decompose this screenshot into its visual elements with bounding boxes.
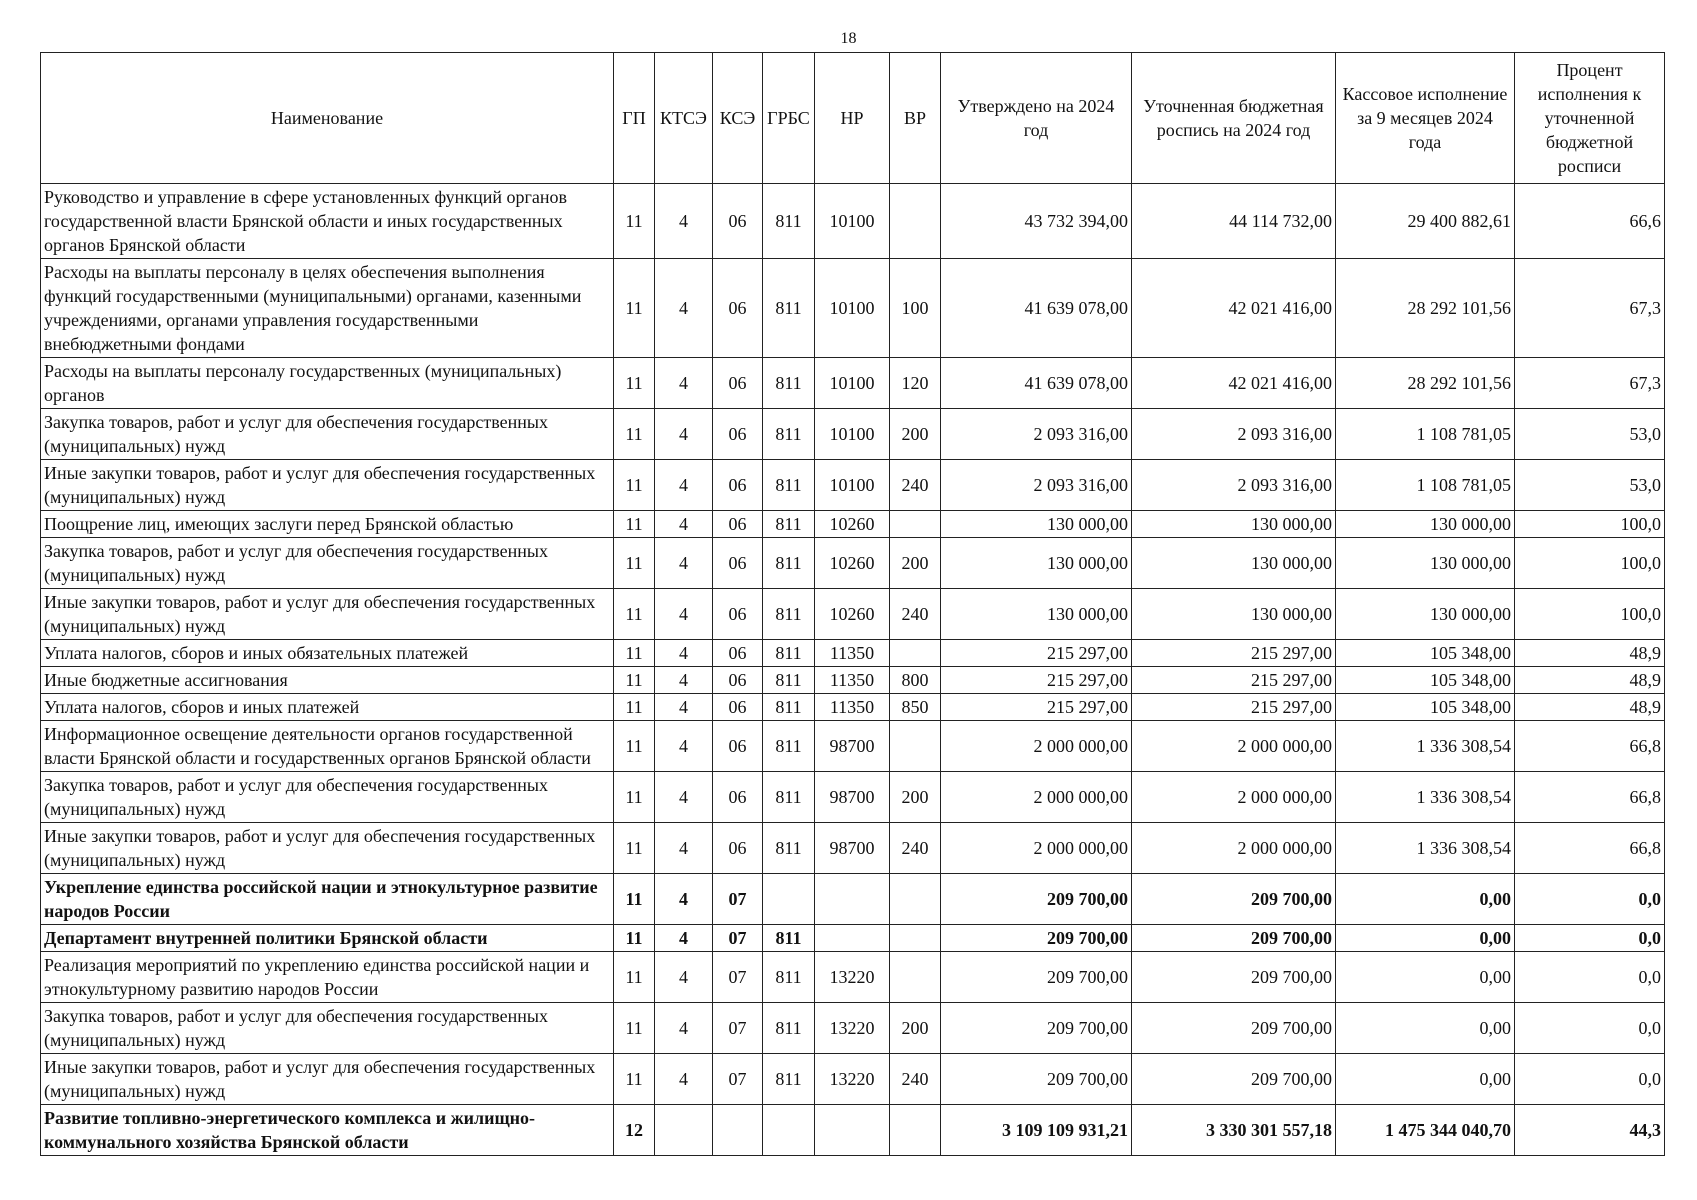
cell-name: Иные бюджетные ассигнования	[41, 667, 614, 694]
cell-cash: 130 000,00	[1336, 538, 1515, 589]
cell-name: Развитие топливно-энергетического комплекса и жилищно-коммунального хозяйства Брянской области	[41, 1105, 614, 1156]
header-grbs: ГРБС	[763, 53, 815, 184]
cell-percent: 0,0	[1515, 952, 1665, 1003]
cell-kse	[713, 1105, 763, 1156]
cell-percent: 53,0	[1515, 460, 1665, 511]
cell-percent: 66,8	[1515, 823, 1665, 874]
cell-revised: 209 700,00	[1132, 1054, 1336, 1105]
cell-nr: 10100	[815, 460, 890, 511]
cell-ktse: 4	[655, 874, 713, 925]
cell-revised: 215 297,00	[1132, 667, 1336, 694]
cell-approved: 43 732 394,00	[941, 184, 1132, 259]
cell-approved: 2 000 000,00	[941, 721, 1132, 772]
cell-cash: 105 348,00	[1336, 640, 1515, 667]
header-gp: ГП	[614, 53, 655, 184]
cell-ktse: 4	[655, 511, 713, 538]
cell-cash: 0,00	[1336, 1054, 1515, 1105]
cell-gp: 11	[614, 874, 655, 925]
cell-percent: 48,9	[1515, 667, 1665, 694]
header-name: Наименование	[41, 53, 614, 184]
cell-kse: 06	[713, 823, 763, 874]
cell-gp: 11	[614, 640, 655, 667]
table-row	[41, 460, 1665, 511]
cell-cash: 1 336 308,54	[1336, 721, 1515, 772]
cell-gp: 11	[614, 772, 655, 823]
cell-cash: 105 348,00	[1336, 667, 1515, 694]
cell-revised: 2 093 316,00	[1132, 460, 1336, 511]
cell-name: Реализация мероприятий по укреплению единства российской нации и этнокультурному развитию народов России	[41, 952, 614, 1003]
table-row	[41, 589, 1665, 640]
cell-cash: 0,00	[1336, 952, 1515, 1003]
cell-approved: 209 700,00	[941, 925, 1132, 952]
cell-grbs: 811	[763, 640, 815, 667]
cell-revised: 44 114 732,00	[1132, 184, 1336, 259]
cell-vr	[890, 511, 941, 538]
cell-approved: 215 297,00	[941, 694, 1132, 721]
cell-grbs: 811	[763, 538, 815, 589]
cell-name: Департамент внутренней политики Брянской области	[41, 925, 614, 952]
cell-percent: 44,3	[1515, 1105, 1665, 1156]
cell-percent: 48,9	[1515, 640, 1665, 667]
header-percent: Процент исполнения к уточненной бюджетной росписи	[1515, 53, 1665, 184]
cell-vr: 240	[890, 460, 941, 511]
cell-percent: 66,6	[1515, 184, 1665, 259]
cell-grbs: 811	[763, 772, 815, 823]
cell-gp: 11	[614, 409, 655, 460]
cell-kse: 06	[713, 259, 763, 358]
cell-gp: 11	[614, 667, 655, 694]
cell-nr: 13220	[815, 1054, 890, 1105]
header-kse: КСЭ	[713, 53, 763, 184]
table-row	[41, 1054, 1665, 1105]
cell-gp: 11	[614, 460, 655, 511]
cell-vr: 200	[890, 409, 941, 460]
cell-cash: 130 000,00	[1336, 511, 1515, 538]
cell-gp: 11	[614, 259, 655, 358]
cell-ktse: 4	[655, 460, 713, 511]
cell-grbs: 811	[763, 1054, 815, 1105]
header-nr: НР	[815, 53, 890, 184]
cell-grbs: 811	[763, 511, 815, 538]
cell-cash: 1 475 344 040,70	[1336, 1105, 1515, 1156]
cell-kse: 06	[713, 589, 763, 640]
cell-cash: 29 400 882,61	[1336, 184, 1515, 259]
cell-name: Уплата налогов, сборов и иных обязательных платежей	[41, 640, 614, 667]
cell-grbs: 811	[763, 259, 815, 358]
cell-vr	[890, 640, 941, 667]
table-row	[41, 259, 1665, 358]
cell-kse: 06	[713, 721, 763, 772]
cell-approved: 2 000 000,00	[941, 823, 1132, 874]
cell-cash: 0,00	[1336, 874, 1515, 925]
cell-approved: 209 700,00	[941, 952, 1132, 1003]
cell-gp: 11	[614, 1054, 655, 1105]
cell-kse: 07	[713, 952, 763, 1003]
cell-approved: 130 000,00	[941, 589, 1132, 640]
cell-approved: 2 093 316,00	[941, 409, 1132, 460]
cell-vr: 240	[890, 1054, 941, 1105]
cell-kse: 07	[713, 1054, 763, 1105]
cell-name: Иные закупки товаров, работ и услуг для обеспечения государственных (муниципальных) нужд	[41, 823, 614, 874]
cell-grbs: 811	[763, 358, 815, 409]
cell-nr: 10260	[815, 589, 890, 640]
cell-gp: 11	[614, 589, 655, 640]
cell-nr: 11350	[815, 640, 890, 667]
cell-name: Руководство и управление в сфере установленных функций органов государственной власти Брянской области и иных государственных органов Брянской области	[41, 184, 614, 259]
cell-kse: 07	[713, 1003, 763, 1054]
cell-grbs: 811	[763, 823, 815, 874]
cell-percent: 100,0	[1515, 538, 1665, 589]
cell-nr: 10100	[815, 409, 890, 460]
cell-name: Иные закупки товаров, работ и услуг для обеспечения государственных (муниципальных) нужд	[41, 1054, 614, 1105]
cell-ktse: 4	[655, 694, 713, 721]
cell-vr: 240	[890, 589, 941, 640]
table-row	[41, 952, 1665, 1003]
cell-ktse: 4	[655, 538, 713, 589]
cell-name: Иные закупки товаров, работ и услуг для обеспечения государственных (муниципальных) нужд	[41, 460, 614, 511]
cell-gp: 11	[614, 925, 655, 952]
cell-approved: 41 639 078,00	[941, 259, 1132, 358]
cell-kse: 06	[713, 409, 763, 460]
cell-approved: 3 109 109 931,21	[941, 1105, 1132, 1156]
table-row	[41, 358, 1665, 409]
cell-gp: 11	[614, 358, 655, 409]
cell-name: Иные закупки товаров, работ и услуг для обеспечения государственных (муниципальных) нужд	[41, 589, 614, 640]
cell-kse: 06	[713, 460, 763, 511]
cell-ktse: 4	[655, 589, 713, 640]
cell-cash: 105 348,00	[1336, 694, 1515, 721]
cell-approved: 209 700,00	[941, 874, 1132, 925]
cell-name: Закупка товаров, работ и услуг для обеспечения государственных (муниципальных) нужд	[41, 538, 614, 589]
cell-revised: 42 021 416,00	[1132, 259, 1336, 358]
cell-approved: 209 700,00	[941, 1003, 1132, 1054]
cell-vr: 800	[890, 667, 941, 694]
cell-grbs: 811	[763, 952, 815, 1003]
cell-percent: 66,8	[1515, 721, 1665, 772]
cell-revised: 2 000 000,00	[1132, 823, 1336, 874]
cell-revised: 209 700,00	[1132, 925, 1336, 952]
cell-ktse: 4	[655, 1054, 713, 1105]
cell-name: Поощрение лиц, имеющих заслуги перед Брянской областью	[41, 511, 614, 538]
cell-nr: 10100	[815, 259, 890, 358]
cell-vr	[890, 874, 941, 925]
cell-kse: 06	[713, 184, 763, 259]
cell-grbs: 811	[763, 409, 815, 460]
cell-kse: 06	[713, 511, 763, 538]
table-row	[41, 721, 1665, 772]
cell-kse: 06	[713, 358, 763, 409]
cell-nr: 13220	[815, 1003, 890, 1054]
cell-nr: 98700	[815, 721, 890, 772]
cell-ktse: 4	[655, 952, 713, 1003]
cell-gp: 11	[614, 952, 655, 1003]
table-row	[41, 772, 1665, 823]
cell-ktse: 4	[655, 640, 713, 667]
cell-vr: 100	[890, 259, 941, 358]
table-row	[41, 511, 1665, 538]
cell-ktse: 4	[655, 823, 713, 874]
cell-grbs	[763, 1105, 815, 1156]
table-row	[41, 1003, 1665, 1054]
cell-grbs: 811	[763, 694, 815, 721]
table-row	[41, 874, 1665, 925]
cell-cash: 0,00	[1336, 1003, 1515, 1054]
cell-percent: 100,0	[1515, 589, 1665, 640]
table-row	[41, 925, 1665, 952]
table-row	[41, 538, 1665, 589]
cell-kse: 06	[713, 772, 763, 823]
cell-vr: 200	[890, 772, 941, 823]
cell-nr	[815, 925, 890, 952]
header-vr: ВР	[890, 53, 941, 184]
cell-cash: 1 336 308,54	[1336, 772, 1515, 823]
cell-revised: 2 000 000,00	[1132, 772, 1336, 823]
cell-grbs: 811	[763, 721, 815, 772]
cell-cash: 1 108 781,05	[1336, 409, 1515, 460]
cell-vr	[890, 925, 941, 952]
cell-approved: 215 297,00	[941, 667, 1132, 694]
table-row	[41, 694, 1665, 721]
table-row	[41, 184, 1665, 259]
cell-percent: 67,3	[1515, 259, 1665, 358]
cell-vr	[890, 721, 941, 772]
header-cash: Кассовое исполнение за 9 месяцев 2024 года	[1336, 53, 1515, 184]
cell-grbs: 811	[763, 667, 815, 694]
cell-ktse: 4	[655, 184, 713, 259]
cell-approved: 215 297,00	[941, 640, 1132, 667]
cell-gp: 11	[614, 721, 655, 772]
page-number: 18	[840, 30, 857, 47]
cell-nr: 10100	[815, 184, 890, 259]
cell-nr: 10260	[815, 538, 890, 589]
cell-vr	[890, 184, 941, 259]
table-row	[41, 823, 1665, 874]
cell-revised: 209 700,00	[1132, 952, 1336, 1003]
cell-vr: 240	[890, 823, 941, 874]
header-row	[41, 53, 1665, 184]
cell-kse: 06	[713, 538, 763, 589]
table-row	[41, 640, 1665, 667]
cell-revised: 130 000,00	[1132, 589, 1336, 640]
cell-nr: 10100	[815, 358, 890, 409]
cell-cash: 1 336 308,54	[1336, 823, 1515, 874]
cell-vr	[890, 952, 941, 1003]
cell-percent: 0,0	[1515, 925, 1665, 952]
cell-cash: 28 292 101,56	[1336, 259, 1515, 358]
cell-nr	[815, 1105, 890, 1156]
cell-kse: 07	[713, 874, 763, 925]
cell-revised: 42 021 416,00	[1132, 358, 1336, 409]
cell-ktse: 4	[655, 925, 713, 952]
cell-ktse: 4	[655, 409, 713, 460]
cell-grbs	[763, 874, 815, 925]
cell-percent: 66,8	[1515, 772, 1665, 823]
cell-kse: 06	[713, 640, 763, 667]
cell-kse: 06	[713, 694, 763, 721]
cell-percent: 48,9	[1515, 694, 1665, 721]
cell-approved: 209 700,00	[941, 1054, 1132, 1105]
cell-cash: 28 292 101,56	[1336, 358, 1515, 409]
cell-name: Закупка товаров, работ и услуг для обеспечения государственных (муниципальных) нужд	[41, 772, 614, 823]
cell-gp: 11	[614, 694, 655, 721]
cell-grbs: 811	[763, 589, 815, 640]
cell-name: Уплата налогов, сборов и иных платежей	[41, 694, 614, 721]
cell-gp: 11	[614, 511, 655, 538]
cell-kse: 07	[713, 925, 763, 952]
cell-percent: 53,0	[1515, 409, 1665, 460]
cell-approved: 130 000,00	[941, 511, 1132, 538]
table-row	[41, 1105, 1665, 1156]
cell-name: Расходы на выплаты персоналу в целях обеспечения выполнения функций государственными (муниципальными) органами, казенными учреждениями, органами управления государственными внебюджетными фондами	[41, 259, 614, 358]
cell-name: Закупка товаров, работ и услуг для обеспечения государственных (муниципальных) нужд	[41, 409, 614, 460]
cell-percent: 0,0	[1515, 1054, 1665, 1105]
cell-approved: 41 639 078,00	[941, 358, 1132, 409]
cell-gp: 11	[614, 823, 655, 874]
cell-vr: 850	[890, 694, 941, 721]
cell-ktse: 4	[655, 772, 713, 823]
cell-name: Закупка товаров, работ и услуг для обеспечения государственных (муниципальных) нужд	[41, 1003, 614, 1054]
cell-cash: 1 108 781,05	[1336, 460, 1515, 511]
cell-revised: 2 000 000,00	[1132, 721, 1336, 772]
header-ktse: КТСЭ	[655, 53, 713, 184]
cell-vr: 120	[890, 358, 941, 409]
cell-approved: 2 000 000,00	[941, 772, 1132, 823]
cell-nr: 11350	[815, 694, 890, 721]
cell-name: Расходы на выплаты персоналу государственных (муниципальных) органов	[41, 358, 614, 409]
header-revised: Уточненная бюджетная роспись на 2024 год	[1132, 53, 1336, 184]
cell-kse: 06	[713, 667, 763, 694]
cell-gp: 11	[614, 538, 655, 589]
cell-nr: 13220	[815, 952, 890, 1003]
cell-cash: 130 000,00	[1336, 589, 1515, 640]
cell-nr: 11350	[815, 667, 890, 694]
cell-revised: 209 700,00	[1132, 874, 1336, 925]
cell-percent: 0,0	[1515, 1003, 1665, 1054]
cell-grbs: 811	[763, 184, 815, 259]
cell-revised: 215 297,00	[1132, 640, 1336, 667]
cell-ktse: 4	[655, 721, 713, 772]
cell-gp: 11	[614, 184, 655, 259]
cell-vr: 200	[890, 1003, 941, 1054]
cell-name: Информационное освещение деятельности органов государственной власти Брянской области и государственных органов Брянской области	[41, 721, 614, 772]
cell-revised: 130 000,00	[1132, 538, 1336, 589]
cell-approved: 2 093 316,00	[941, 460, 1132, 511]
cell-ktse: 4	[655, 259, 713, 358]
cell-ktse: 4	[655, 1003, 713, 1054]
table-body	[41, 184, 1665, 1156]
budget-table	[40, 52, 1665, 1156]
cell-gp: 12	[614, 1105, 655, 1156]
cell-vr: 200	[890, 538, 941, 589]
cell-ktse	[655, 1105, 713, 1156]
cell-nr: 10260	[815, 511, 890, 538]
cell-cash: 0,00	[1336, 925, 1515, 952]
cell-grbs: 811	[763, 1003, 815, 1054]
header-approved: Утверждено на 2024 год	[941, 53, 1132, 184]
cell-ktse: 4	[655, 667, 713, 694]
cell-percent: 0,0	[1515, 874, 1665, 925]
cell-revised: 2 093 316,00	[1132, 409, 1336, 460]
cell-grbs: 811	[763, 925, 815, 952]
cell-name: Укрепление единства российской нации и этнокультурное развитие народов России	[41, 874, 614, 925]
cell-nr: 98700	[815, 823, 890, 874]
cell-ktse: 4	[655, 358, 713, 409]
cell-nr: 98700	[815, 772, 890, 823]
cell-revised: 215 297,00	[1132, 694, 1336, 721]
cell-vr	[890, 1105, 941, 1156]
cell-grbs: 811	[763, 460, 815, 511]
cell-nr	[815, 874, 890, 925]
cell-percent: 67,3	[1515, 358, 1665, 409]
cell-approved: 130 000,00	[941, 538, 1132, 589]
cell-percent: 100,0	[1515, 511, 1665, 538]
cell-revised: 209 700,00	[1132, 1003, 1336, 1054]
cell-revised: 130 000,00	[1132, 511, 1336, 538]
table-row	[41, 667, 1665, 694]
table-row	[41, 409, 1665, 460]
cell-revised: 3 330 301 557,18	[1132, 1105, 1336, 1156]
cell-gp: 11	[614, 1003, 655, 1054]
